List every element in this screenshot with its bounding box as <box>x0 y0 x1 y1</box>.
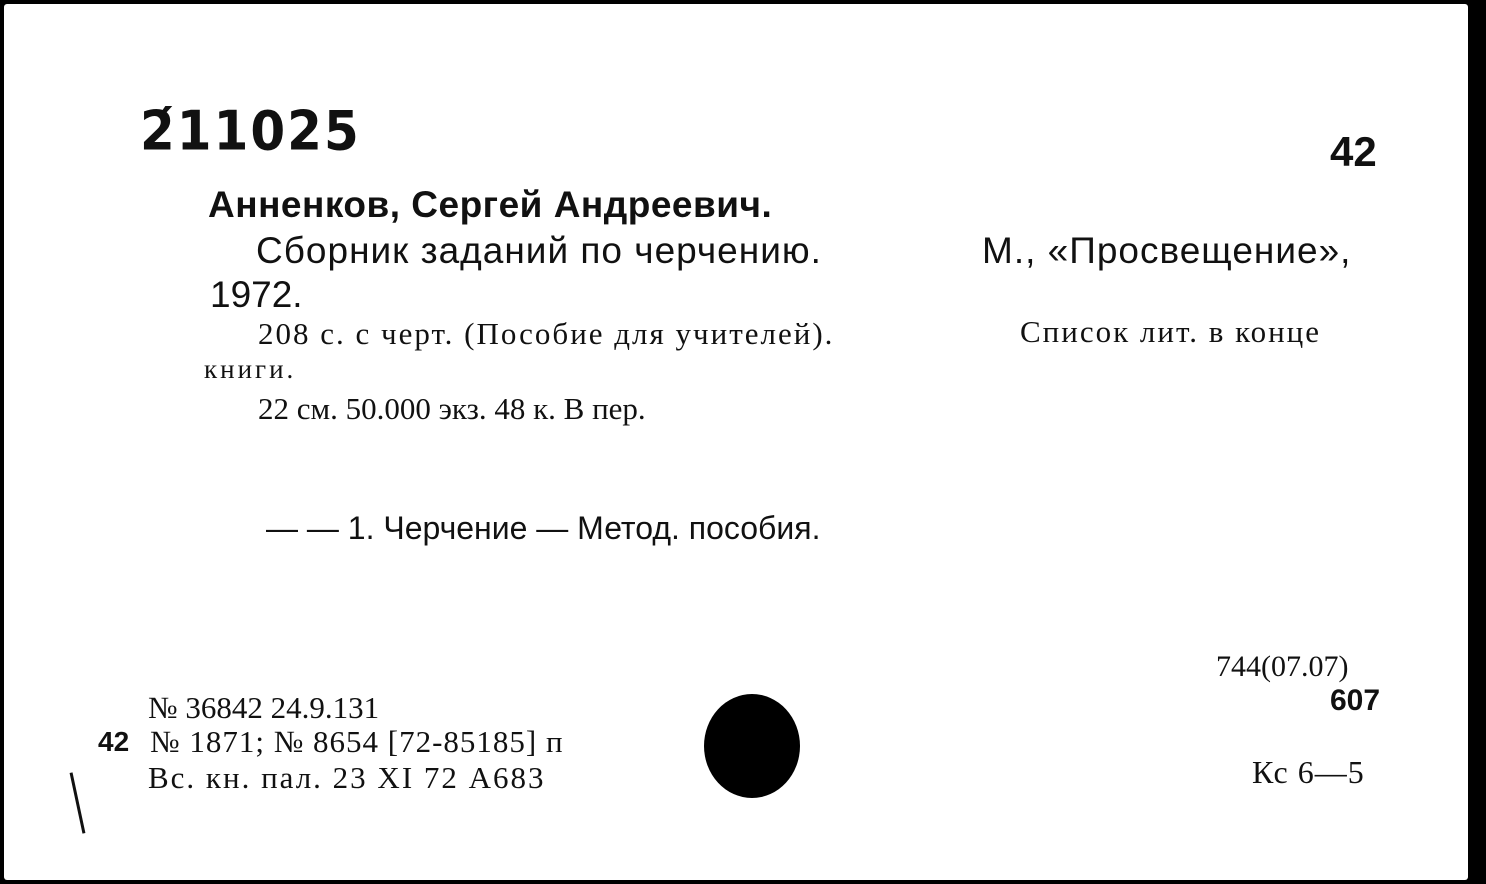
registry-prefix: 42 <box>98 726 130 757</box>
book-title: Сборник заданий по черчению. <box>256 230 822 271</box>
inventory-stamp: 2́11025 <box>140 99 361 163</box>
registry-line-3: Вс. кн. пал. 23 XI 72 А683 <box>148 760 546 795</box>
physical-description: 208 с. с черт. (Пособие для учителей). <box>258 316 835 351</box>
subject-heading: — — 1. Черчение — Метод. пособия. <box>266 510 821 546</box>
catalog-card <box>4 4 1468 880</box>
udc-sub-index: 607 <box>1330 684 1381 717</box>
kc-code: Кс 6—5 <box>1252 754 1365 790</box>
author-name: Анненков, Сергей Андреевич. <box>208 184 773 225</box>
class-number: 42 <box>1330 128 1377 175</box>
edition-details: 22 см. 50.000 экз. 48 к. В пер. <box>258 391 646 426</box>
registry-line-1: № 36842 24.9.131 <box>148 690 380 725</box>
publication-year: 1972. <box>210 274 303 315</box>
registry-line-2: № 1871; № 8654 [72-85185] п <box>150 724 564 759</box>
udc-index: 744(07.07) <box>1216 650 1349 683</box>
punch-hole <box>704 694 800 798</box>
pen-mark <box>70 772 86 833</box>
publisher: М., «Просвещение», <box>982 230 1352 271</box>
bibliography-note: Список лит. в конце <box>1020 314 1322 349</box>
note-continuation: книги. <box>204 354 297 384</box>
